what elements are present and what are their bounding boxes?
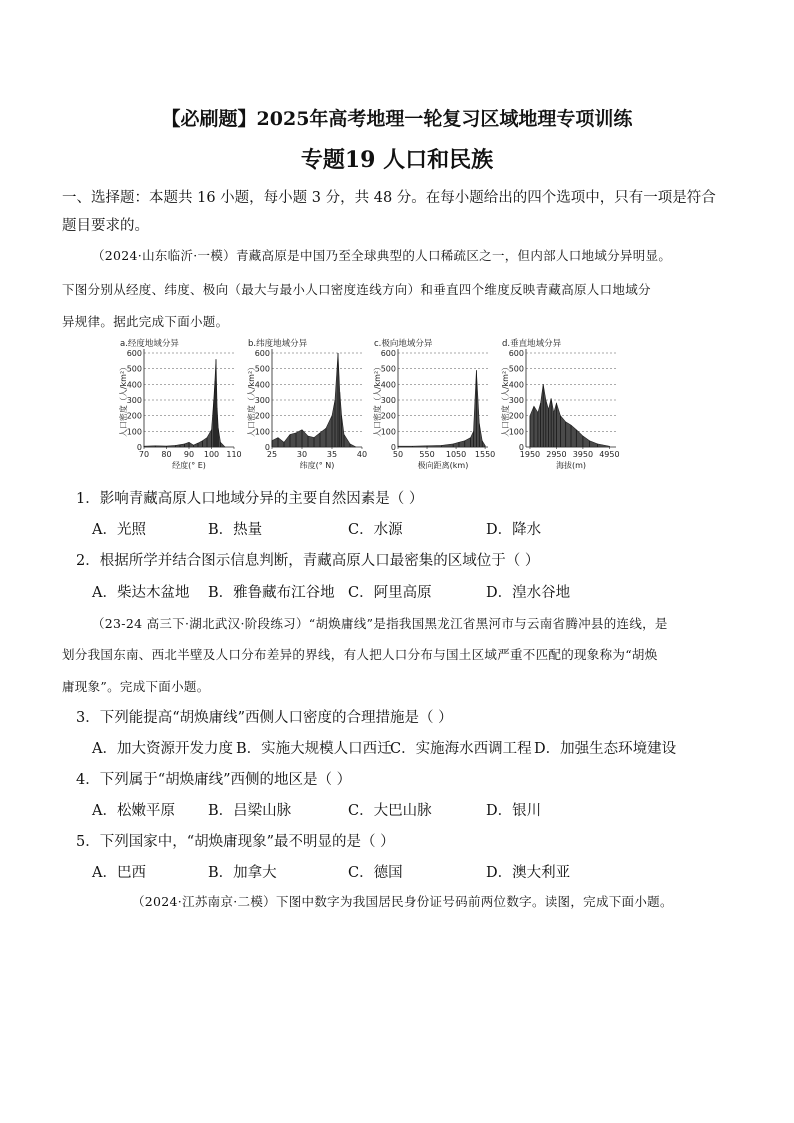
data-area [144, 359, 225, 447]
passage1-line3: 异规律。据此完成下面小题。 [62, 314, 229, 329]
y-tick-label: 400 [126, 380, 142, 390]
y-tick-label: 200 [380, 411, 396, 421]
x-tick-label: 40 [356, 450, 368, 459]
question-1-stem: 1．影响青藏高原人口地域分异的主要自然因素是（ ） [76, 491, 424, 507]
y-tick-label: 500 [380, 364, 396, 374]
y-tick-label: 300 [126, 396, 142, 405]
chart-title: c.极向地域分异 [374, 339, 433, 349]
y-axis-label: 人口密度（人/km²） [373, 362, 382, 438]
x-tick-label: 4950 [599, 450, 620, 459]
x-tick-label: 1050 [445, 450, 467, 459]
x-tick-label: 3950 [572, 450, 594, 459]
y-tick-label: 600 [508, 349, 524, 358]
x-tick-label: 2950 [546, 450, 567, 459]
chart-title: b.纬度地域分异 [248, 339, 308, 349]
y-tick-label: 600 [126, 349, 142, 358]
y-tick-label: 300 [380, 396, 396, 405]
y-tick-label: 400 [508, 380, 524, 390]
question-2-option-d[interactable]: D．湟水谷地 [486, 585, 571, 601]
question-3-stem: 3．下列能提高“胡焕庸线”西侧人口密度的合理措施是（ ） [76, 710, 453, 726]
passage2-line1: （23-24 高三下·湖北武汉·阶段练习）“胡焕庸线”是指我国黑龙江省黑河市与云南省腾冲县的连线，是 [92, 616, 668, 631]
y-tick-label: 300 [508, 396, 524, 405]
page-subtitle: 专题19 人口和民族 [300, 147, 494, 173]
question-5-option-d[interactable]: D．澳大利亚 [486, 865, 571, 881]
x-tick-label: 80 [161, 450, 172, 459]
y-tick-label: 0 [518, 443, 524, 452]
x-axis-label: 经度(° E) [172, 461, 206, 470]
data-area [398, 370, 485, 447]
question-1-option-d[interactable]: D．降水 [486, 522, 542, 538]
y-tick-label: 100 [380, 427, 396, 437]
question-4-option-a[interactable]: A．松嫩平原 [92, 803, 175, 819]
y-tick-label: 0 [264, 443, 270, 452]
question-3-option-d[interactable]: D．加强生态环境建设 [534, 741, 677, 757]
question-2-option-b[interactable]: B．雅鲁藏布江谷地 [208, 585, 335, 601]
x-tick-label: 1550 [474, 450, 496, 459]
y-axis-label: 人口密度（人/km²） [247, 362, 256, 438]
question-4-stem: 4．下列属于“胡焕庸线”西侧的地区是（ ） [76, 772, 352, 788]
y-tick-label: 500 [126, 364, 142, 374]
y-tick-label: 0 [136, 443, 142, 452]
question-3-option-c[interactable]: C．实施海水西调工程 [390, 741, 532, 757]
question-5-option-a[interactable]: A．巴西 [92, 865, 146, 881]
y-tick-label: 100 [254, 427, 270, 437]
passage1-line1: （2024·山东临沂·一模）青藏高原是中国乃至全球典型的人口稀疏区之一，但内部人口地域分异明显。 [92, 248, 672, 263]
x-tick-label: 90 [183, 450, 195, 459]
x-tick-label: 25 [266, 450, 278, 459]
question-4-option-c[interactable]: C．大巴山脉 [348, 803, 432, 819]
x-tick-label: 100 [203, 450, 220, 459]
x-tick-label: 110 [226, 450, 242, 459]
section-instruction-line1: 一、选择题：本题共 16 小题，每小题 3 分，共 48 分。在每小题给出的四个选项中，只有一项是符合 [62, 190, 716, 206]
x-tick-label: 1950 [519, 450, 541, 459]
y-tick-label: 500 [508, 364, 524, 374]
y-tick-label: 300 [254, 396, 270, 405]
chart-panel-c [372, 337, 494, 472]
y-tick-label: 200 [126, 411, 142, 421]
x-axis-label: 极向距离(km) [417, 461, 469, 470]
y-axis-label: 人口密度（人/km²） [501, 362, 510, 438]
question-5-option-b[interactable]: B．加拿大 [208, 865, 277, 881]
y-tick-label: 200 [508, 411, 524, 421]
y-tick-label: 100 [126, 427, 142, 437]
passage1-line2: 下图分别从经度、纬度、极向（最大与最小人口密度连线方向）和垂直四个维度反映青藏高原人口地域分 [62, 282, 651, 297]
question-1-option-c[interactable]: C．水源 [348, 522, 403, 538]
question-1-option-a[interactable]: A．光照 [92, 522, 146, 538]
question-2-stem: 2．根据所学并结合图示信息判断，青藏高原人口最密集的区域位于（ ） [76, 553, 540, 569]
x-tick-label: 50 [392, 450, 404, 459]
question-5-option-c[interactable]: C．德国 [348, 865, 403, 881]
y-tick-label: 500 [254, 364, 270, 374]
question-4-option-d[interactable]: D．银川 [486, 803, 542, 819]
chart-panel-b [246, 337, 368, 472]
chart-title: d.垂直地域分异 [502, 339, 562, 349]
chart-title: a.经度地域分异 [120, 339, 179, 349]
question-4-option-b[interactable]: B．吕梁山脉 [208, 803, 292, 819]
y-tick-label: 0 [390, 443, 396, 452]
x-tick-label: 35 [326, 450, 338, 459]
y-tick-label: 600 [254, 349, 270, 358]
data-area [530, 384, 609, 447]
y-tick-label: 200 [254, 411, 270, 421]
x-tick-label: 70 [138, 450, 150, 459]
passage2-line3: 庸现象”。完成下面小题。 [62, 679, 210, 694]
chart-svg-c [372, 337, 494, 472]
question-2-option-a[interactable]: A．柴达木盆地 [92, 585, 190, 601]
chart-panel-a [118, 337, 240, 472]
question-2-option-c[interactable]: C．阿里高原 [348, 585, 432, 601]
section-instruction-line2: 题目要求的。 [62, 218, 149, 234]
y-axis-label: 人口密度（人/km²） [119, 362, 128, 438]
chart-svg-b [246, 337, 368, 472]
page-title: 【必刷题】2025年高考地理一轮复习区域地理专项训练 [161, 108, 633, 130]
population-figure [118, 337, 742, 472]
passage3-line1: （2024·江苏南京·二模）下图中数字为我国居民身份证号码前两位数字。读图，完成下面小题。 [132, 894, 673, 909]
x-tick-label: 550 [419, 450, 435, 459]
x-tick-label: 30 [296, 450, 308, 459]
question-3-option-b[interactable]: B．实施大规模人口西迁 [236, 741, 392, 757]
chart-svg-d [500, 337, 622, 472]
y-tick-label: 100 [508, 427, 524, 437]
question-5-stem: 5．下列国家中，“胡焕庸现象”最不明显的是（ ） [76, 834, 395, 850]
x-axis-label: 纬度(° N) [299, 461, 335, 470]
y-tick-label: 400 [254, 380, 270, 390]
passage2-line2: 划分我国东南、西北半壁及人口分布差异的界线，有人把人口分布与国土区域严重不匹配的现象称为“胡焕 [62, 647, 658, 662]
chart-panel-d [500, 337, 622, 472]
question-3-option-a[interactable]: A．加大资源开发力度 [92, 741, 233, 757]
question-1-option-b[interactable]: B．热量 [208, 522, 263, 538]
y-tick-label: 400 [380, 380, 396, 390]
x-axis-label: 海拔(m) [555, 461, 587, 470]
y-tick-label: 600 [380, 349, 396, 358]
chart-svg-a [118, 337, 240, 472]
